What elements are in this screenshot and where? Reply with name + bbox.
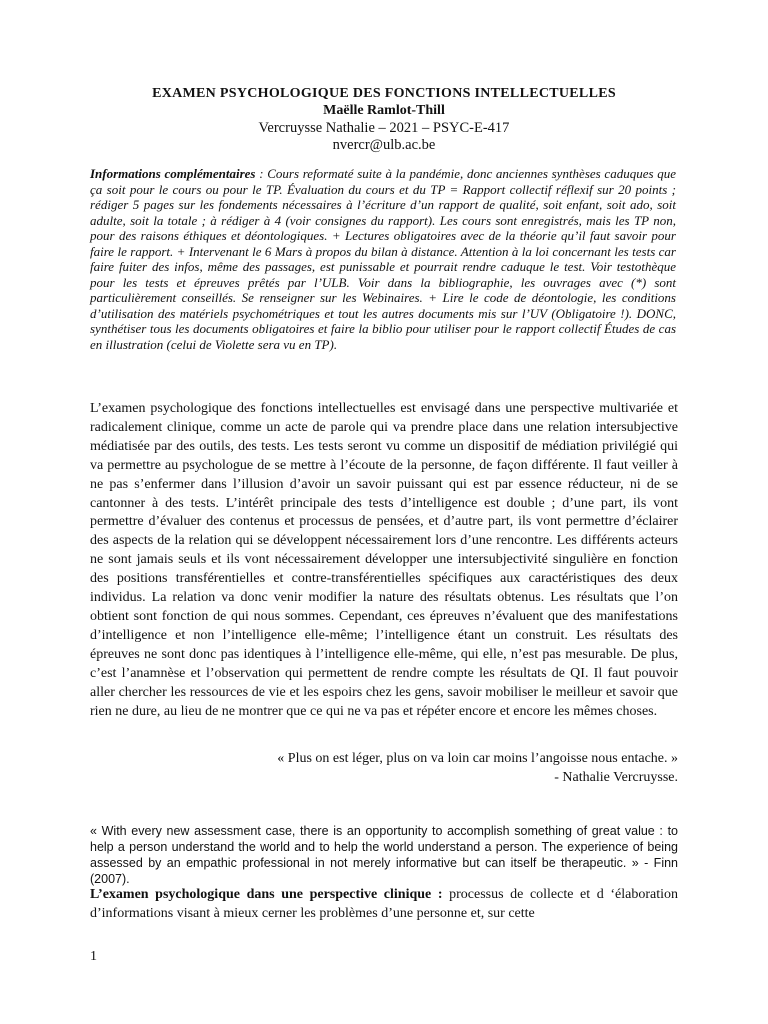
vercruysse-quote-author: - Nathalie Vercruysse. — [554, 770, 678, 785]
document-title: EXAMEN PSYCHOLOGIQUE DES FONCTIONS INTELLECTUELLES — [152, 86, 616, 101]
page-number: 1 — [90, 949, 97, 964]
clinical-perspective-lead: L’examen psychologique dans une perspective clinique : — [90, 887, 443, 902]
clinical-perspective-text: processus de collecte et d ‘élaboration d’informations visant à mieux cerner les problèmes d’une personne et, sur cette — [90, 887, 678, 921]
additional-info-lead: Informations complémentaires — [90, 166, 256, 181]
course-line: Vercruysse Nathalie – 2021 – PSYC-E-417 — [258, 120, 510, 136]
author-name: Maëlle Ramlot-Thill — [323, 103, 445, 118]
vercruysse-quote: « Plus on est léger, plus on va loin car moins l’angoisse nous entache. » — [277, 751, 678, 766]
additional-info-text: : Cours reformaté suite à la pandémie, donc anciennes synthèses caduques que ça soit pour le cours ou pour le TP. Évaluation du cours et du TP = Rapport collectif réflexif sur 20 points ; rédiger 5 pages sur les fondements nécessaires à l’écriture d’un rapport de qualité, soit enfant, soit ado, soit adulte, soit la totale ; à rédiger à 4 (voir consignes du rapport). Les cours sont enregistrés, mais les TP non, pour des raisons éthiques et déontologiques. + Lectures obligatoires avec de la théorie qu’il faut savoir pour faire le rapport. + Intervenant le 6 Mars à propos du bilan à distance. Attention à la loi concernant les tests car faire fuiter des infos, même des passages, est punissable et pourrait rendre caduque le test. Voir testothèque pour les tests et épreuves prêtés par l’ULB. Voir dans la bibliographie, les ouvrages avec (*) sont particulièrement conseillés. Se renseigner sur les Webinaires. + Lire le code de déontologie, les conditions d’utilisation des matériels psychométriques et tout les autres documents mis sur l’UV (Obligatoire !). DONC, synthétiser tous les documents obligatoires et faire la biblio pour utiliser pour le rapport collectif Études de cas en illustration (celui de Violette sera vu en TP). — [90, 166, 676, 352]
contact-email: nvercr@ulb.ac.be — [332, 137, 436, 153]
additional-info-paragraph — [90, 166, 676, 352]
clinical-perspective-paragraph — [90, 885, 678, 923]
finn-quote: « With every new assessment case, there is an opportunity to accomplish something of great value : to help a person understand the world and to help the world understand a person. The experience of being assessed by an empathic professional in not merely informative but can itself be therapeutic. » - Finn (2007). — [90, 824, 678, 886]
main-paragraph: L’examen psychologique des fonctions intellectuelles est envisagé dans une perspective multivariée et radicalement clinique, comme un acte de parole qui va prendre place dans une relation intersubjective médiatisée par des outils, des tests. Les tests seront vu comme un dispositif de médiation privilégié qui va permettre au psychologue de se mettre à l’écoute de la personne, de façon différente. Il faut veiller à ne pas s’enfermer dans l’illusion d’avoir un savoir puissant qui est par essence réducteur, ni de se cantonner à des tests. L’intérêt principale des tests d’intelligence est double ; d’une part, ils vont permettre d’évaluer des contenus et processus de pensées, et d’autre part, ils vont permettre d’éclairer des aspects de la relation qui se développent nécessairement lors d’une rencontre. Les différents acteurs ne sont jamais seuls et ils vont nécessairement développer une intersubjectivité singulière en fonction des positions transférentielles et contre-transférentielles spécifiques aux caractéristiques des deux individus. La relation va donc venir modifier la nature des résultats obtenus. Les résultats que l’on obtient sont fonction de qui nous sommes. Cependant, ces épreuves n’évaluent que des manifestations d’intelligence et non l’intelligence elle-même; l’intelligence étant un construit. Les résultats des épreuves ne sont donc pas identiques à l’intelligence elle-même, qui elle, n’est pas mesurable. De plus, c’est l’anamnèse et l’observation qui permettent de rendre compte les résultats de QI. Il faut pouvoir aller chercher les ressources de vie et les espoirs chez les gens, savoir mobiliser le meilleur et savoir que rien ne dure, au lieu de ne montrer que ce qui ne va pas et répéter encore et encore les mêmes choses. — [90, 401, 678, 719]
